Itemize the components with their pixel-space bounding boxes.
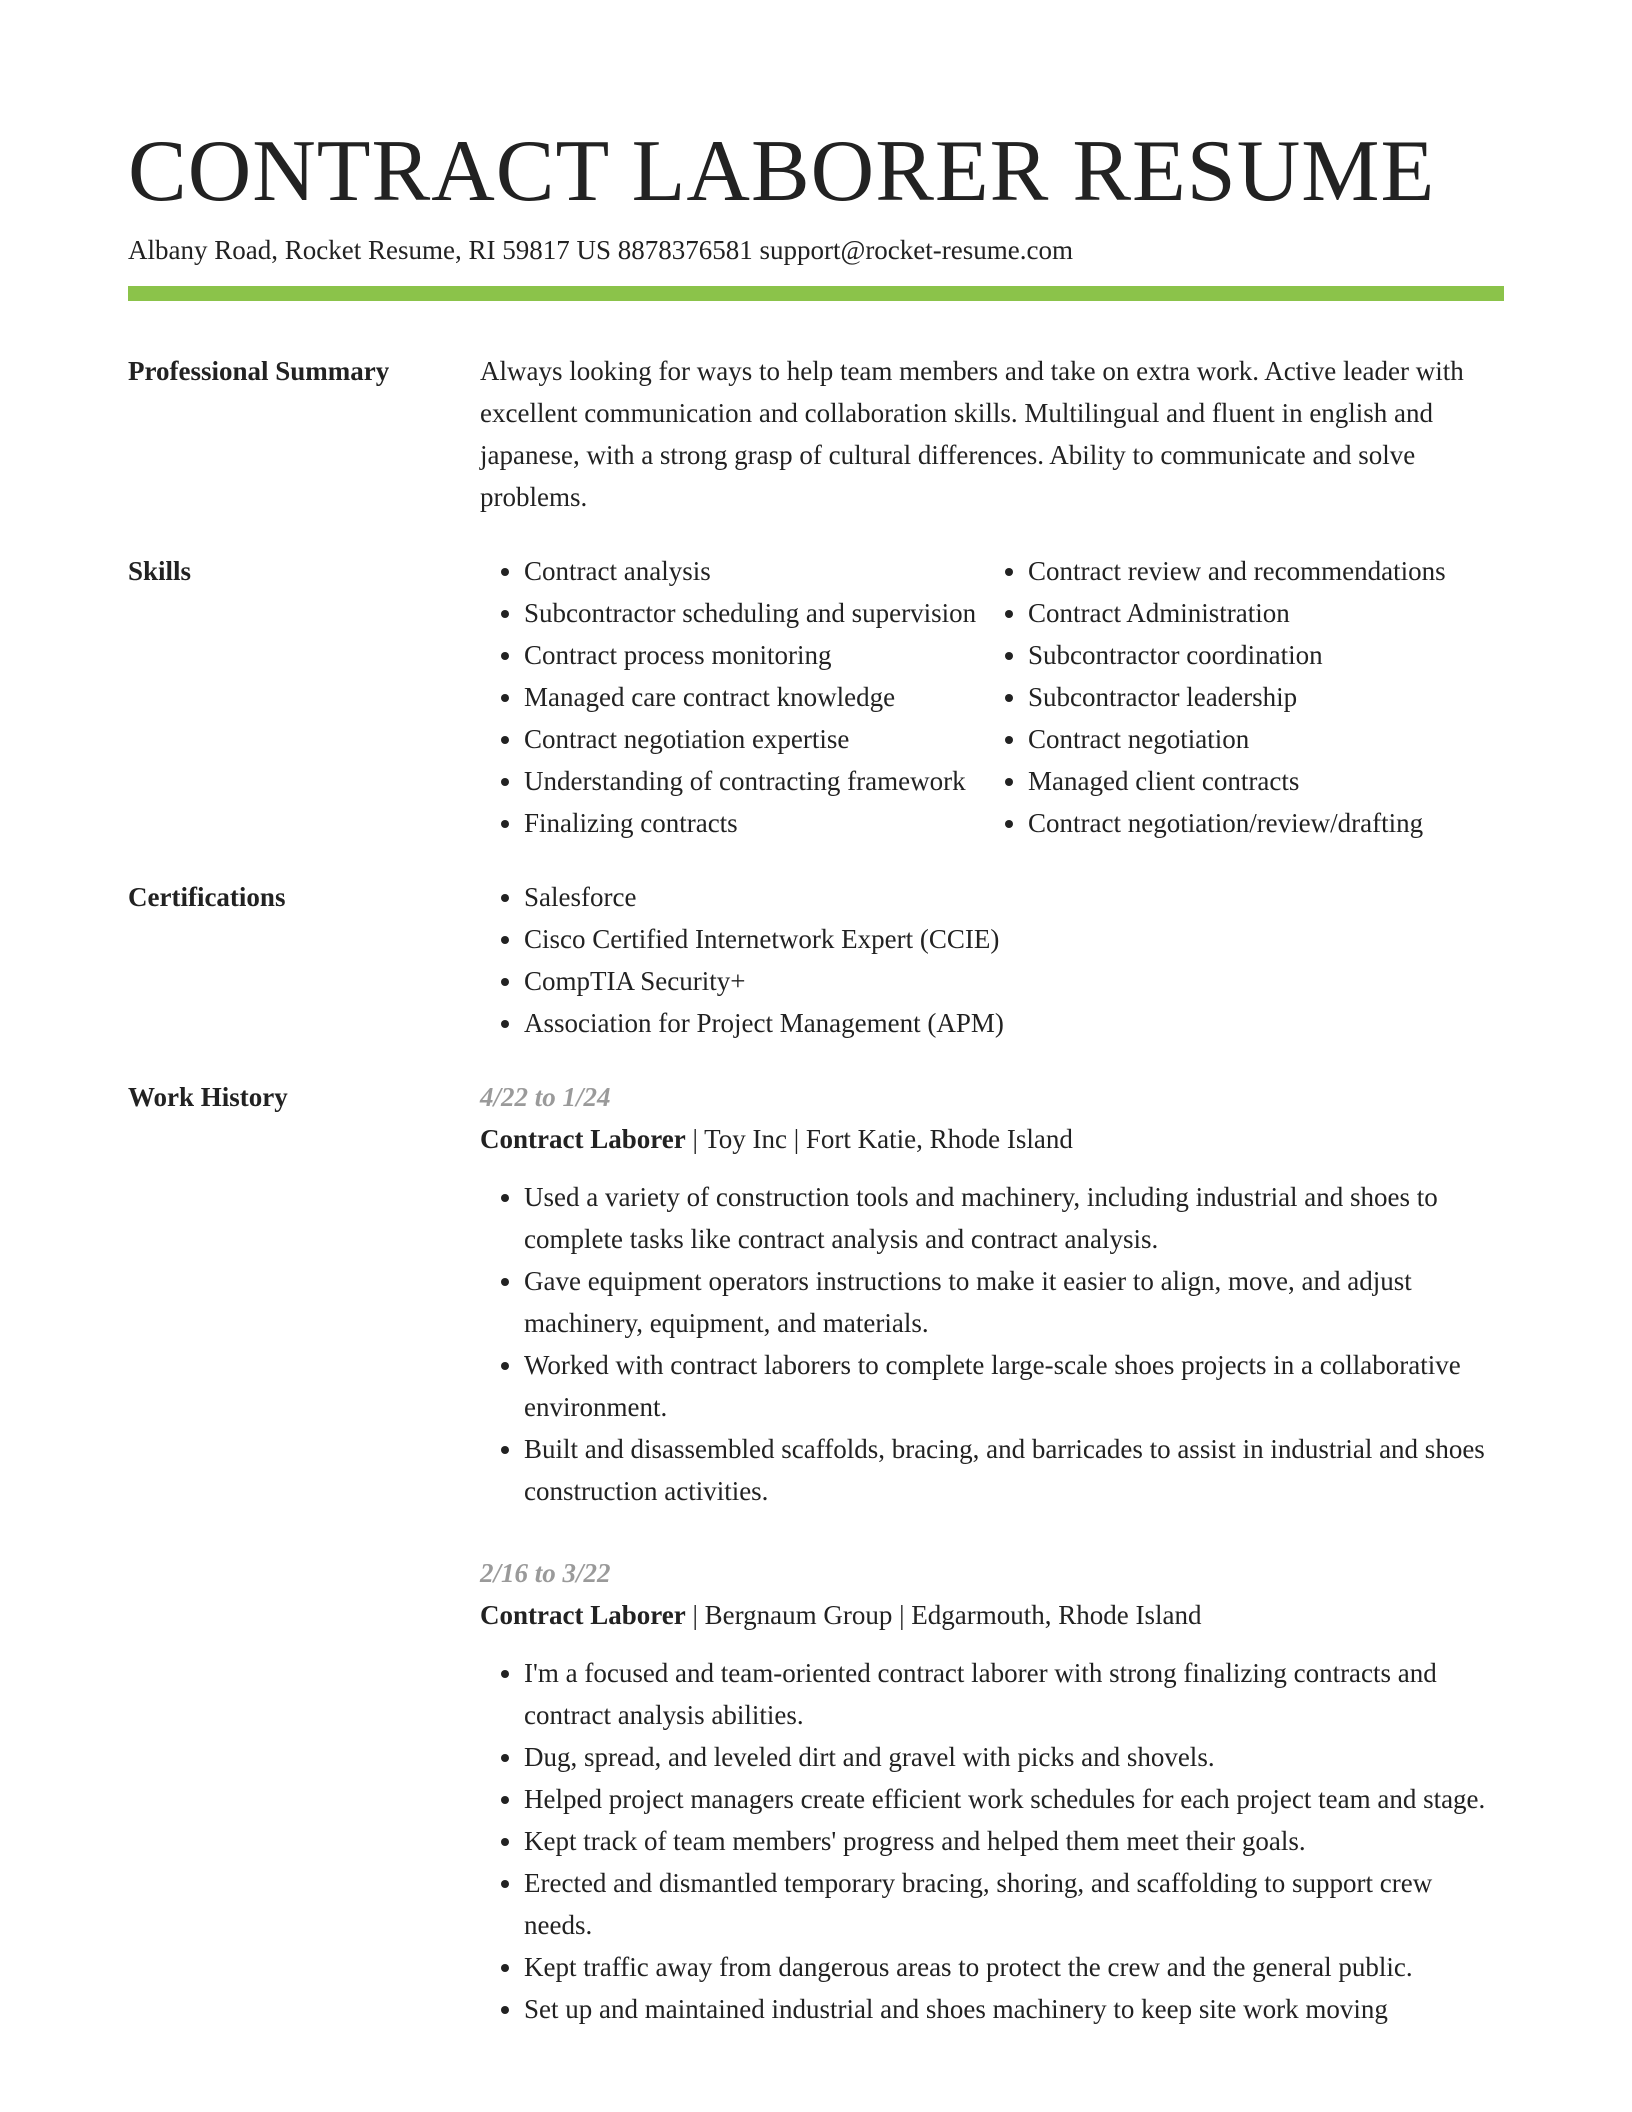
job-dates: 2/16 to 3/22 [480, 1558, 611, 1588]
work-history-body [480, 1076, 1504, 2070]
job-details: | Bergnaum Group | Edgarmouth, Rhode Island [685, 1600, 1202, 1630]
skill-item: • Subcontractor scheduling and supervision [524, 592, 984, 634]
skills-body [480, 550, 1504, 844]
job-duty: • Erected and dismantled temporary bracing, shoring, and scaffolding to support crew needs. [524, 1862, 1504, 1946]
skills-heading: Skills [128, 556, 192, 586]
skills-list-right [984, 550, 1548, 844]
resume-title: CONTRACT LABORER RESUME [128, 123, 1436, 220]
skill-item: • Contract negotiation/review/drafting [1028, 802, 1548, 844]
summary-heading: Professional Summary [128, 356, 390, 386]
skill-item: • Contract negotiation expertise [524, 718, 984, 760]
job-duty: • Worked with contract laborers to complete large-scale shoes projects in a collaborative environment. [524, 1344, 1504, 1428]
work-history-section [128, 1076, 1504, 2070]
summary-text: Always looking for ways to help team members and take on extra work. Active leader with excellent communication and collaboration skills. Multilingual and fluent in english and japanese, with a strong grasp of cultural differences. Ability to communicate and solve problems. [480, 356, 1464, 512]
work-history-heading: Work History [128, 1082, 288, 1112]
skill-item: • Managed client contracts [1028, 760, 1548, 802]
job-duty: • I'm a focused and team-oriented contract laborer with strong finalizing contracts and contract analysis abilities. [524, 1652, 1504, 1736]
job-duty: • Set up and maintained industrial and shoes machinery to keep site work moving [524, 1988, 1504, 2030]
skill-item: • Managed care contract knowledge [524, 676, 984, 718]
skill-item: • Contract review and recommendations [1028, 550, 1548, 592]
job-duty: • Gave equipment operators instructions to make it easier to align, move, and adjust machinery, equipment, and materials. [524, 1260, 1504, 1344]
skill-item: • Contract process monitoring [524, 634, 984, 676]
job-details: | Toy Inc | Fort Katie, Rhode Island [685, 1124, 1073, 1154]
accent-divider [128, 286, 1504, 301]
skill-item: • Contract analysis [524, 550, 984, 592]
job-duties-list [480, 1176, 1504, 1512]
job-duty: • Kept track of team members' progress and helped them meet their goals. [524, 1820, 1504, 1862]
skill-item: • Finalizing contracts [524, 802, 984, 844]
job-duty: • Built and disassembled scaffolds, bracing, and barricades to assist in industrial and shoes construction activities. [524, 1428, 1504, 1512]
job-entry [480, 1076, 1504, 1512]
job-duty: • Kept traffic away from dangerous areas to protect the crew and the general public. [524, 1946, 1504, 1988]
skill-item: • Subcontractor leadership [1028, 676, 1548, 718]
skill-item: • Understanding of contracting framework [524, 760, 984, 802]
skill-item: • Contract negotiation [1028, 718, 1548, 760]
job-duties-list [480, 1652, 1504, 2030]
job-heading [480, 1118, 1504, 1160]
skill-item: • Contract Administration [1028, 592, 1548, 634]
resume-sections [128, 350, 1504, 2102]
certifications-section [128, 876, 1504, 1044]
job-title: Contract Laborer [480, 1124, 686, 1154]
certifications-list [480, 876, 1504, 1044]
certifications-body [480, 876, 1504, 1044]
skills-section [128, 550, 1504, 844]
job-duty: • Dug, spread, and leveled dirt and gravel with picks and shovels. [524, 1736, 1504, 1778]
job-heading [480, 1594, 1504, 1636]
summary-section [128, 350, 1504, 518]
skill-item: • Subcontractor coordination [1028, 634, 1548, 676]
certification-item: • CompTIA Security+ [524, 960, 1504, 1002]
certification-item: • Association for Project Management (APM) [524, 1002, 1504, 1044]
job-duty: • Used a variety of construction tools and machinery, including industrial and shoes to complete tasks like contract analysis and contract analysis. [524, 1176, 1504, 1260]
job-title: Contract Laborer [480, 1600, 686, 1630]
job-dates: 4/22 to 1/24 [480, 1082, 611, 1112]
skills-list-left [480, 550, 984, 844]
job-duty: • Helped project managers create efficient work schedules for each project team and stage. [524, 1778, 1504, 1820]
contact-info: Albany Road, Rocket Resume, RI 59817 US 8878376581 support@rocket-resume.com [128, 235, 1073, 265]
job-entry [480, 1552, 1504, 2030]
certifications-heading: Certifications [128, 882, 286, 912]
resume-header [128, 122, 1504, 268]
certification-item: • Salesforce [524, 876, 1504, 918]
summary-body [480, 350, 1504, 518]
certification-item: • Cisco Certified Internetwork Expert (CCIE) [524, 918, 1504, 960]
